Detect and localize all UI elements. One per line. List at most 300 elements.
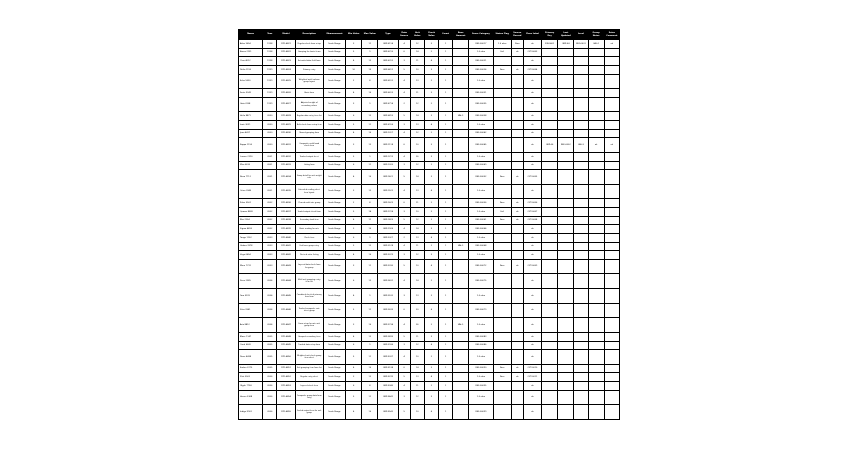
table-cell [453,121,469,130]
table-cell: ok [523,112,541,121]
table-cell: 5 [346,48,362,57]
table-row [239,48,620,57]
table-cell: 2001 [263,184,277,199]
table-cell: REF-00068 [469,242,493,251]
table-cell [574,318,588,333]
table-cell [574,233,588,242]
table-cell: GRP-1320 [378,161,398,170]
table-cell [493,138,511,153]
table-cell [604,364,619,373]
table-cell [604,97,619,112]
table-cell: 2000 [263,121,277,130]
table-cell: Form setup for rate unit group item [295,318,323,333]
table-cell: 5 [398,373,410,382]
table-cell: ok [511,364,523,373]
table-cell: 9 [362,48,378,57]
table-cell: 2002 [263,225,277,234]
table-cell: 4 [424,373,438,382]
table-cell: 20 [410,303,424,318]
table-cell [558,112,574,121]
column-header: Level [574,30,588,40]
table-cell: GRP-2532 [378,289,398,304]
table-cell: 1 [439,259,453,274]
table-cell: 10 [410,350,424,365]
table-cell [558,364,574,373]
table-row [239,242,620,251]
table-cell: 4 [398,89,410,98]
table-cell [453,216,469,225]
table-cell: 4 [346,289,362,304]
table-cell: STD-4837 [277,208,295,217]
table-cell: 3 [424,390,438,405]
table-cell: STD-4844 [277,274,295,289]
table-cell: 1 [439,121,453,130]
table-cell: 6 [398,303,410,318]
table-cell [604,48,619,57]
table-cell [493,184,511,199]
table-cell: 1 [439,48,453,57]
table-cell: 2001 [263,170,277,185]
table-cell: REF-00056 [469,199,493,208]
table-cell [558,208,574,217]
table-cell: 9 [362,289,378,304]
table-cell: Mira 6610 [239,161,263,170]
table-cell [558,289,574,304]
table-cell: Juno 4417 [239,129,263,138]
table-cell: 1 [439,274,453,289]
table-cell: Sigma 4490 [239,225,263,234]
table-cell [574,89,588,98]
table-cell: STD-4834 [277,170,295,185]
table-cell: 1 [439,65,453,74]
table-cell [558,57,574,66]
table-cell [558,259,574,274]
table-cell: ok [523,350,541,365]
table-cell: Scale Range [323,318,345,333]
column-header: Type [378,30,398,40]
column-header: Group Notes [588,30,604,40]
table-cell [588,170,604,185]
table-cell: GRP-0411 [378,65,398,74]
table-cell [558,184,574,199]
table-cell [604,251,619,260]
table-cell: 3 [346,138,362,153]
table-cell: 4 [398,184,410,199]
table-row [239,341,620,350]
table-cell [604,161,619,170]
table-cell [558,48,574,57]
table-cell: Extended reading sheet item layout [295,184,323,199]
table-cell: 4 [398,382,410,391]
table-row [239,382,620,391]
table-cell: Unit grouping item form list [295,364,323,373]
table-cell: 6 [398,199,410,208]
table-cell: 14 [410,170,424,185]
table-cell [588,97,604,112]
table-cell: Scale Range [323,89,345,98]
table-cell: ok [523,274,541,289]
table-cell: 1.0 ohm [469,251,493,260]
table-cell: 4 [346,216,362,225]
table-cell: 4 [398,318,410,333]
table-cell [542,65,558,74]
table-cell [511,138,523,153]
table-cell: 1 [439,199,453,208]
table-cell: 12 [410,216,424,225]
table-cell: 1 [439,208,453,217]
table-cell: ok [523,341,541,350]
table-cell [493,318,511,333]
table-cell: 12 [362,373,378,382]
table-cell [574,129,588,138]
table-cell [542,405,558,420]
table-cell: GRP-0312 [378,57,398,66]
table-cell: Yara 5519 [239,289,263,304]
table-cell [588,373,604,382]
table-cell: Scale Range [323,129,345,138]
table-cell: 12 [362,112,378,121]
table-cell: STD-4855 [277,405,295,420]
table-cell: ok [604,40,619,49]
table-cell [542,289,558,304]
table-cell: GRP-2128 [378,242,398,251]
table-cell: STD-4850 [277,350,295,365]
table-cell: 10 [362,251,378,260]
table-cell [542,382,558,391]
table-cell: GRP-04 [558,40,574,49]
table-cell [558,129,574,138]
table-cell: 4 [424,405,438,420]
table-cell: ok [523,161,541,170]
table-cell [604,242,619,251]
column-header: Primary Key [542,30,558,40]
table-cell: 2003 [263,233,277,242]
table-cell: ok [523,121,541,130]
table-cell [588,303,604,318]
table-cell: 2004 [263,318,277,333]
table-cell: 3 [346,259,362,274]
table-cell [542,233,558,242]
table-cell: REF-0002 [558,138,574,153]
table-cell: GRP-1017 [378,129,398,138]
table-cell: Scale Range [323,405,345,420]
table-cell: Regular entry sheet [295,373,323,382]
table-cell [604,382,619,391]
table-cell [558,97,574,112]
table-cell: Layered check item [295,382,323,391]
table-cell: STD-4822 [277,48,295,57]
table-cell: Derived value listing [295,251,323,260]
table-cell: 1 [439,382,453,391]
table-cell [453,138,469,153]
table-cell [558,170,574,185]
table-cell: 5 [398,405,410,420]
table-cell [604,405,619,420]
table-row [239,138,620,153]
table-cell [574,97,588,112]
table-cell: 1.0 ohm [493,40,511,49]
table-cell: 11 [362,216,378,225]
table-cell [604,65,619,74]
table-cell: Helio 8871 [239,112,263,121]
table-cell: 3 [424,89,438,98]
table-cell: 5 [346,242,362,251]
table-cell: 1 [439,332,453,341]
table-cell [604,303,619,318]
table-cell: STD-4843 [277,259,295,274]
table-cell: Flint 5502 [239,373,263,382]
table-row [239,208,620,217]
table-cell: ok [523,129,541,138]
table-cell: Extended data field form [295,57,323,66]
table-cell: Pass [493,216,511,225]
table-cell: ok [523,405,541,420]
table-cell [558,332,574,341]
table-cell: GRP-1724 [378,208,398,217]
table-cell [604,274,619,289]
table-cell [574,184,588,199]
table-cell [588,289,604,304]
table-cell: Shared grouping form [295,129,323,138]
table-cell [558,242,574,251]
table-cell: 1.0 ohm [469,152,493,161]
table-cell: ok [523,97,541,112]
table-cell [511,74,523,89]
table-cell [574,161,588,170]
table-cell [604,350,619,365]
table-cell: ok [511,208,523,217]
table-cell: ok [588,138,604,153]
table-cell: 9 [362,341,378,350]
table-cell: STD-4830 [277,129,295,138]
table-cell: Composite group data form entry [295,390,323,405]
table-cell: 14 [410,112,424,121]
table-cell: Scale Range [323,242,345,251]
table-cell: 1999 [263,89,277,98]
table-cell [574,112,588,121]
table-cell [574,152,588,161]
table-cell: 2 [424,274,438,289]
table-cell [493,274,511,289]
table-cell: VAL-3 [574,138,588,153]
table-row [239,170,620,185]
table-cell: 4 [346,89,362,98]
table-cell [574,74,588,89]
table-cell: 26 [410,152,424,161]
table-cell [558,233,574,242]
column-header: Measurement [323,30,345,40]
table-cell: 2001 [263,161,277,170]
table-cell: STD-4853 [277,382,295,391]
table-cell: Kappa 1155 [239,138,263,153]
table-cell: 12 [410,390,424,405]
table-cell: 4 [398,242,410,251]
table-cell: GRP-3441 [378,390,398,405]
table-cell: STD-4823 [277,57,295,66]
table-cell [604,199,619,208]
table-cell: 2 [424,161,438,170]
table-cell [574,65,588,74]
table-cell: 1 [439,390,453,405]
table-cell: 10 [410,65,424,74]
table-cell: 4 [424,303,438,318]
table-cell [588,341,604,350]
table-cell: ok [511,170,523,185]
table-cell: Scale Range [323,364,345,373]
table-cell: 1 [439,303,453,318]
table-cell: 4 [398,40,410,49]
table-cell: Scale Range [323,350,345,365]
table-cell: 11 [410,242,424,251]
table-cell: REF-00064 [469,225,493,234]
table-cell: 14 [410,48,424,57]
table-cell [574,303,588,318]
table-cell: ok [604,138,619,153]
table-cell: OPT-0005 [523,170,541,185]
table-cell [542,259,558,274]
table-cell: GRP-1522 [378,184,398,199]
table-cell [588,121,604,130]
table-cell: 4 [346,170,362,185]
table-cell: Basic form [295,89,323,98]
table-cell [588,318,604,333]
table-cell [604,233,619,242]
table-cell: GRP-3542 [378,405,398,420]
table-cell: Scale Range [323,225,345,234]
table-cell: 3 [346,40,362,49]
table-cell: 10 [410,138,424,153]
table-cell [453,89,469,98]
table-cell: GRP-0613 [378,89,398,98]
table-cell [558,251,574,260]
table-cell: STD-4839 [277,225,295,234]
table-cell: 9 [362,97,378,112]
table-row [239,97,620,112]
table-cell: ok [523,242,541,251]
table-cell [453,382,469,391]
table-header-row [239,30,620,40]
table-cell: Scale Range [323,251,345,260]
table-cell: Scale Range [323,184,345,199]
column-header: Check Value [424,30,438,40]
table-cell: Weighted unit check group item sheet [295,350,323,365]
table-cell: 6 [346,382,362,391]
table-cell: Scale Range [323,65,345,74]
table-cell: Weighted multi column group layout [295,74,323,89]
table-cell: 10 [362,405,378,420]
table-cell: STD-4835 [277,184,295,199]
table-cell: VAL-1 [453,242,469,251]
table-cell [453,208,469,217]
table-cell: 4 [424,57,438,66]
table-cell: Tracked output sheet [295,152,323,161]
table-cell [511,303,523,318]
table-cell [511,350,523,365]
table-cell: REF-00079 [469,303,493,318]
table-cell: 10 [362,170,378,185]
table-cell: 8 [362,74,378,89]
table-cell: 6 [346,161,362,170]
table-cell [574,390,588,405]
table-cell: Scale Range [323,112,345,121]
table-cell: REF-00021 [469,57,493,66]
table-cell: 1 [439,184,453,199]
table-cell: 4 [398,74,410,89]
table-cell: 1999 [263,97,277,112]
table-cell: 3 [346,97,362,112]
table-cell [511,289,523,304]
table-cell: 12 [410,341,424,350]
table-cell: OPT-0007 [523,208,541,217]
table-cell: Scale Range [323,303,345,318]
table-cell: 2003 [263,259,277,274]
table-cell [574,364,588,373]
table-cell: ok [511,199,523,208]
table-cell: 12 [362,242,378,251]
table-cell: 2 [424,129,438,138]
table-cell: 1999 [263,74,277,89]
table-row [239,373,620,382]
table-cell: 11 [362,259,378,274]
table-cell: 2001 [263,152,277,161]
table-cell [453,274,469,289]
table-cell [574,341,588,350]
data-table [238,29,620,420]
table-cell [604,341,619,350]
table-cell: 4 [424,259,438,274]
table-cell: 13 [410,233,424,242]
table-cell: 2004 [263,274,277,289]
table-cell: REF-00017 [469,40,493,49]
table-cell: REF-00090 [469,364,493,373]
table-cell: 6 [398,48,410,57]
table-cell: 1.0 ohm [469,318,493,333]
table-cell: 11 [410,199,424,208]
table-cell [604,390,619,405]
table-cell [453,170,469,185]
table-cell: 9 [362,152,378,161]
table-cell: Aria 8812 [239,318,263,333]
table-cell [511,184,523,199]
table-cell: 2005 [263,332,277,341]
table-cell: Scale Range [323,259,345,274]
table-cell: Secondary load item [295,216,323,225]
table-cell [574,170,588,185]
table-cell: 3 [424,170,438,185]
table-cell: 11 [410,332,424,341]
table-cell: Bulk check form setup item [295,121,323,130]
table-cell: Composite multi band check item [295,138,323,153]
table-cell: ok [523,184,541,199]
table-cell: Umbra 3378 [239,242,263,251]
table-cell: 6 [346,233,362,242]
table-cell: 1998 [263,57,277,66]
table-cell: 2006 [263,405,277,420]
table-cell: ok [523,138,541,153]
table-row [239,332,620,341]
table-cell: STD-4841 [277,242,295,251]
table-cell [604,216,619,225]
table-cell [493,225,511,234]
table-cell: ok [511,373,523,382]
table-cell: Zeta 3341 [239,303,263,318]
table-cell: STD-4838 [277,216,295,225]
table-cell [511,274,523,289]
table-cell: REF-00095 [469,382,493,391]
table-cell: GRP-0714 [378,97,398,112]
table-cell: 2006 [263,390,277,405]
table-cell: ok [523,89,541,98]
